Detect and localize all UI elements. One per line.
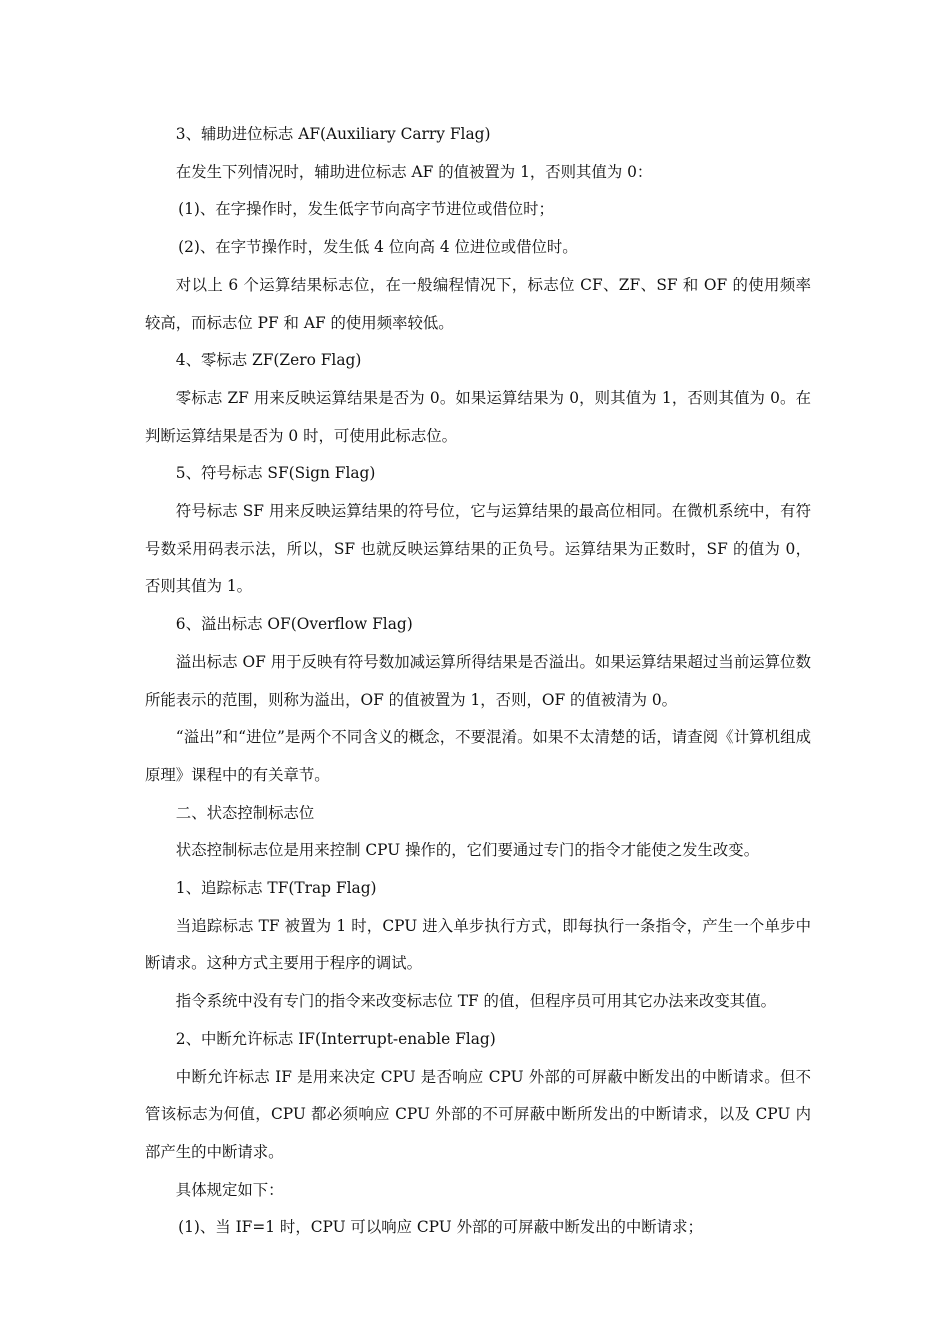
paragraph-tf: 当追踪标志 TF 被置为 1 时，CPU 进入单步执行方式，即每执行一条指令，产生一个单步中断请求。这种方式主要用于程序的调试。 [145,916,811,973]
paragraph-overflow-carry: “溢出”和“进位”是两个不同含义的概念，不要混淆。如果不太清楚的话，请查阅《计算机组成原理》课程中的有关章节。 [145,728,811,784]
heading-sf: 5、符号标志 SF(Sign Flag) [175,464,376,483]
list-item-af-1: (1)、在字操作时，发生低字节向高字节进位或借位时； [178,200,554,219]
paragraph-of: 溢出标志 OF 用于反映有符号数加减运算所得结果是否溢出。如果运算结果超过当前运算位数所能表示的范围，则称为溢出，OF 的值被置为 1，否则，OF 的值被清为 0。 [145,652,811,709]
paragraph-rules-intro: 具体规定如下： [175,1180,284,1199]
list-item-af-2: (2)、在字节操作时，发生低 4 位向高 4 位进位或借位时。 [178,238,578,257]
heading-of: 6、溢出标志 OF(Overflow Flag) [175,615,413,634]
paragraph-zf: 零标志 ZF 用来反映运算结果是否为 0。如果运算结果为 0，则其值为 1，否则其值为 0。在判断运算结果是否为 0 时，可使用此标志位。 [145,388,811,445]
heading-af: 3、辅助进位标志 AF(Auxiliary Carry Flag) [175,125,491,143]
paragraph-if: 中断允许标志 IF 是用来决定 CPU 是否响应 CPU 外部的可屏蔽中断发出的中断请求。但不管该标志为何值，CPU 都必须响应 CPU 外部的不可屏蔽中断所发出的中断请求，以及 CPU 内部产生的中断请求。 [145,1067,811,1161]
list-item-if-1: (1)、当 IF=1 时，CPU 可以响应 CPU 外部的可屏蔽中断发出的中断请求； [178,1218,703,1237]
heading-zf: 4、零标志 ZF(Zero Flag) [175,351,362,370]
paragraph-af-intro: 在发生下列情况时，辅助进位标志 AF 的值被置为 1，否则其值为 0： [175,162,653,181]
document-body [145,116,811,1247]
paragraph-sf: 符号标志 SF 用来反映运算结果的符号位，它与运算结果的最高位相同。在微机系统中，有符号数采用码表示法，所以，SF 也就反映运算结果的正负号。运算结果为正数时，SF 的值为 0，否则其值为 1。 [145,502,811,596]
heading-if: 2、中断允许标志 IF(Interrupt-enable Flag) [175,1029,496,1048]
heading-tf: 1、追踪标志 TF(Trap Flag) [175,879,377,898]
paragraph-flag-usage: 对以上 6 个运算结果标志位，在一般编程情况下，标志位 CF、ZF、SF 和 OF 的使用频率较高，而标志位 PF 和 AF 的使用频率较低。 [145,275,811,332]
paragraph-tf-change: 指令系统中没有专门的指令来改变标志位 TF 的值，但程序员可用其它办法来改变其值。 [175,992,776,1011]
heading-control-flags: 二、状态控制标志位 [175,803,315,822]
paragraph-control-flags: 状态控制标志位是用来控制 CPU 操作的，它们要通过专门的指令才能使之发生改变。 [175,841,760,860]
